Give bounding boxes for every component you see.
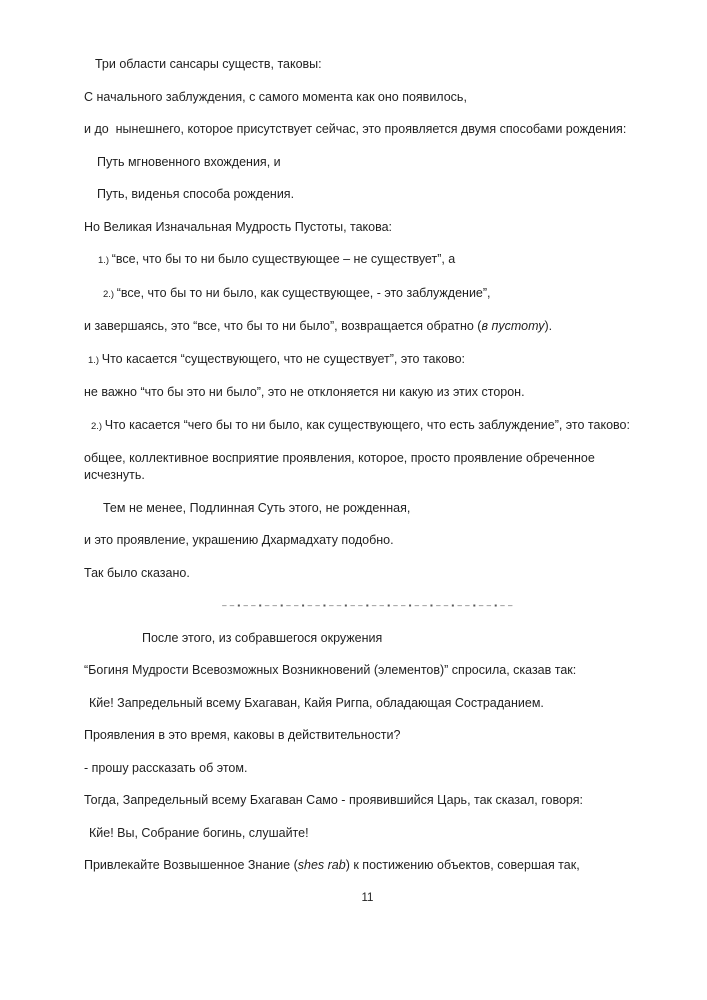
- paragraph: [84, 825, 651, 842]
- text-run: Что касается “чего бы то ни было, как существующего, что есть заблуждение”, это таково:: [104, 417, 630, 432]
- paragraph: [84, 630, 651, 647]
- paragraph: [84, 695, 651, 712]
- text-run: Но Великая Изначальная Мудрость Пустоты, такова:: [84, 219, 393, 234]
- paragraph: [84, 792, 651, 809]
- text-run: “все, что бы то ни было, как существующее, - это заблуждение”,: [116, 285, 491, 300]
- text-run: ).: [544, 319, 553, 333]
- italic-text: в пустоту: [481, 319, 545, 333]
- paragraph: [84, 500, 651, 517]
- page-number: 11: [361, 891, 374, 904]
- paragraph: [84, 760, 651, 777]
- section-divider: – – ▪ – – ▪ – – ▪ – – ▪ – – ▪ – – ▪ – – ▪ – – ▪ – – ▪ – – ▪ – – ▪ – – ▪ – – ▪ – –: [222, 601, 513, 610]
- text-run: и до нынешнего, которое присутствует сейчас, это проявляется двумя способами рождения:: [84, 122, 627, 136]
- document-body: [84, 56, 651, 874]
- text-run: После этого, из собравшегося окружения: [142, 630, 383, 645]
- paragraph: [84, 154, 651, 171]
- list-number: 1.): [98, 255, 112, 266]
- italic-text: shes rab: [297, 858, 346, 872]
- text-run: Путь, виденья способа рождения.: [97, 187, 295, 201]
- paragraph: [84, 351, 651, 369]
- paragraph: [84, 450, 651, 484]
- text-run: Так было сказано.: [84, 565, 190, 580]
- text-run: Кйе! Запредельный всему Бхагаван, Кайя Ригпа, обладающая Состраданием.: [89, 695, 544, 710]
- paragraph: [84, 857, 651, 874]
- text-run: Три области сансары существ, таковы:: [95, 57, 322, 71]
- text-run: Тогда, Запредельный всему Бхагаван Само - проявившийся Царь, так сказал, говоря:: [84, 793, 583, 807]
- text-run: общее, коллективное восприятие проявления, которое, просто проявление обреченное исчезнуть.: [84, 451, 595, 482]
- text-run: - прошу рассказать об этом.: [84, 760, 248, 775]
- paragraph: [84, 89, 651, 106]
- paragraph: [84, 219, 651, 236]
- text-run: не важно “что бы это ни было”, это не отклоняется ни какую из этих сторон.: [84, 385, 525, 399]
- paragraph: [84, 384, 651, 401]
- text-run: Тем не менее, Подлинная Суть этого, не рожденная,: [103, 500, 411, 515]
- text-run: Кйе! Вы, Собрание богинь, слушайте!: [89, 825, 309, 840]
- text-run: ) к постижению объектов, совершая так,: [345, 858, 580, 872]
- text-run: С начального заблуждения, с самого момента как оно появилось,: [84, 89, 467, 104]
- paragraph: [84, 251, 651, 269]
- list-number: 1.): [88, 354, 102, 366]
- list-number: 2.): [103, 288, 117, 300]
- paragraph: [84, 565, 651, 582]
- paragraph: [84, 121, 651, 138]
- text-run: Путь мгновенного вхождения, и: [97, 154, 281, 169]
- text-run: “все, что бы то ни было существующее – не существует”, а: [111, 252, 456, 266]
- paragraph: [84, 532, 651, 549]
- paragraph: [84, 318, 651, 335]
- text-run: Проявления в это время, каковы в действительности?: [84, 728, 401, 742]
- paragraph: [84, 662, 651, 679]
- paragraph: [84, 56, 651, 73]
- text-run: Привлекайте Возвышенное Знание (: [84, 858, 298, 872]
- text-run: и завершаясь, это “все, что бы то ни было”, возвращается обратно (: [84, 319, 482, 333]
- paragraph: [84, 727, 651, 744]
- list-number: 2.): [91, 420, 105, 432]
- paragraph: [84, 285, 651, 303]
- text-run: “Богиня Мудрости Всевозможных Возникновений (элементов)” спросила, сказав так:: [84, 663, 577, 677]
- paragraph: [84, 417, 651, 435]
- paragraph: [84, 186, 651, 203]
- text-run: Что касается “существующего, что не существует”, это таково:: [101, 351, 465, 366]
- text-run: и это проявление, украшению Дхармадхату подобно.: [84, 533, 394, 547]
